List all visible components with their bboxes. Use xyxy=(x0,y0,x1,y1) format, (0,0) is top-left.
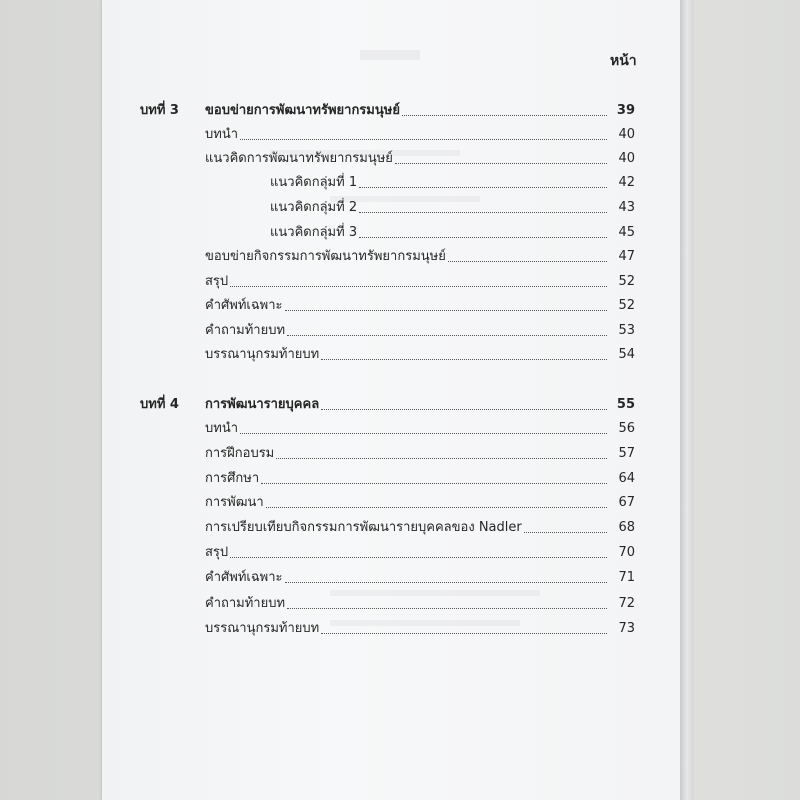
toc-item xyxy=(205,320,635,340)
page-number: 68 xyxy=(618,520,635,535)
item-title: สรุป xyxy=(205,545,229,560)
item-title: แนวคิดกลุ่มที่ 1 xyxy=(270,175,358,190)
toc-item xyxy=(205,443,635,463)
dot-leader xyxy=(261,483,607,484)
page-number: 45 xyxy=(618,225,635,240)
page-number: 52 xyxy=(618,298,635,313)
toc-subitem xyxy=(270,197,635,217)
dot-leader xyxy=(448,261,607,262)
page-number: 52 xyxy=(618,274,635,289)
item-title: บรรณานุกรมท้ายบท xyxy=(205,621,320,636)
item-title: ขอบข่ายกิจกรรมการพัฒนาทรัพยากรมนุษย์ xyxy=(205,249,446,264)
chapter-label: บทที่ 3 xyxy=(140,103,179,118)
toc-item xyxy=(205,517,635,537)
dot-leader xyxy=(276,458,607,459)
toc-item xyxy=(205,492,635,512)
toc-item xyxy=(205,246,635,266)
page-number: 47 xyxy=(618,249,635,264)
dot-leader xyxy=(395,163,607,164)
chapter-title: ขอบข่ายการพัฒนาทรัพยากรมนุษย์ xyxy=(205,103,400,118)
page-number: 56 xyxy=(618,421,635,436)
page-number: 43 xyxy=(618,200,635,215)
dot-leader xyxy=(285,310,607,311)
toc-item xyxy=(205,295,635,315)
item-title: การฝึกอบรม xyxy=(205,446,275,461)
toc-item xyxy=(205,148,635,168)
dot-leader xyxy=(240,433,607,434)
item-title: แนวคิดกลุ่มที่ 3 xyxy=(270,225,358,240)
dot-leader xyxy=(230,557,607,558)
toc-item xyxy=(205,124,635,144)
page-number: 39 xyxy=(616,103,635,118)
dot-leader xyxy=(359,237,607,238)
dot-leader xyxy=(266,507,607,508)
toc-item xyxy=(205,468,635,488)
item-title: คำถามท้ายบท xyxy=(205,596,286,611)
page-number: 57 xyxy=(618,446,635,461)
item-title: การพัฒนา xyxy=(205,495,264,510)
chapter-label: บทที่ 4 xyxy=(140,397,179,412)
item-title: แนวคิดกลุ่มที่ 2 xyxy=(270,200,358,215)
page-number: 53 xyxy=(618,323,635,338)
page-number: 40 xyxy=(618,151,635,166)
dot-leader xyxy=(359,187,607,188)
item-title: การเปรียบเทียบกิจกรรมการพัฒนารายบุคคลของ Nadler xyxy=(205,520,522,535)
item-title: แนวคิดการพัฒนาทรัพยากรมนุษย์ xyxy=(205,151,393,166)
item-title: คำศัพท์เฉพาะ xyxy=(205,298,283,313)
page-number: 42 xyxy=(618,175,635,190)
dot-leader xyxy=(524,532,607,533)
page-number: 64 xyxy=(618,471,635,486)
item-title: คำศัพท์เฉพาะ xyxy=(205,570,283,585)
dot-leader xyxy=(402,115,607,116)
dot-leader xyxy=(321,409,607,410)
toc-item xyxy=(205,271,635,291)
page-number: 71 xyxy=(618,570,635,585)
dot-leader xyxy=(359,212,607,213)
page-number: 67 xyxy=(618,495,635,510)
toc-item xyxy=(205,593,635,613)
item-title: บทนำ xyxy=(205,421,239,436)
page-number: 70 xyxy=(618,545,635,560)
dot-leader xyxy=(287,608,607,609)
dot-leader xyxy=(230,286,607,287)
toc-subitem xyxy=(270,172,635,192)
dot-leader xyxy=(321,633,607,634)
item-title: บรรณานุกรมท้ายบท xyxy=(205,347,320,362)
toc-item xyxy=(205,344,635,364)
item-title: บทนำ xyxy=(205,127,239,142)
dot-leader xyxy=(240,139,607,140)
toc-subitem xyxy=(270,222,635,242)
page-column-heading: หน้า xyxy=(610,53,637,69)
item-title: คำถามท้ายบท xyxy=(205,323,286,338)
page-number: 40 xyxy=(618,127,635,142)
chapter-title: การพัฒนารายบุคคล xyxy=(205,397,320,412)
page-number: 54 xyxy=(618,347,635,362)
dot-leader xyxy=(321,359,607,360)
dot-leader xyxy=(287,335,607,336)
toc-item xyxy=(205,618,635,638)
item-title: การศึกษา xyxy=(205,471,260,486)
chapter-4-entry xyxy=(140,394,635,414)
page-number: 73 xyxy=(618,621,635,636)
page-number: 55 xyxy=(616,397,635,412)
toc-item xyxy=(205,418,635,438)
toc-item xyxy=(205,567,635,587)
toc-item xyxy=(205,542,635,562)
chapter-3-entry xyxy=(140,100,635,120)
page-number: 72 xyxy=(618,596,635,611)
dot-leader xyxy=(285,582,607,583)
item-title: สรุป xyxy=(205,274,229,289)
